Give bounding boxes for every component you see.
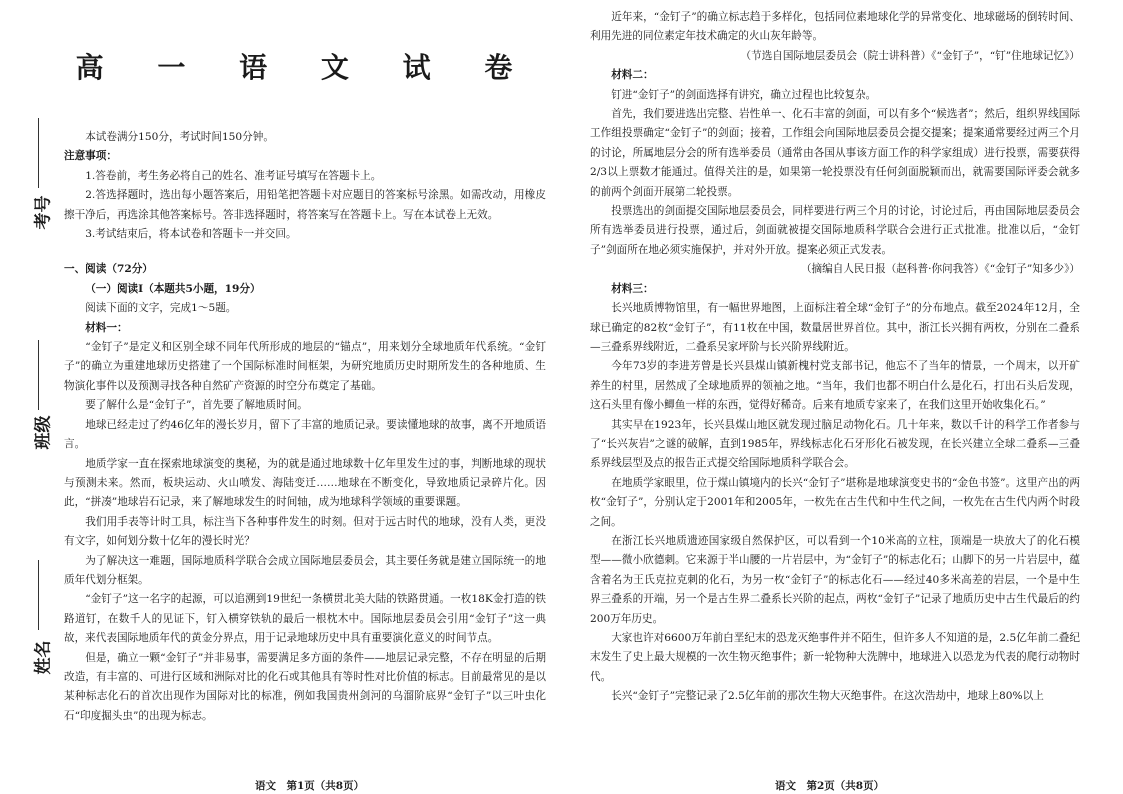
paragraph: 钉进“金钉子”的剑面选择有讲究，确立过程也比较复杂。: [611, 88, 877, 101]
footer-left: 语文 第1页（共8页）: [255, 780, 365, 792]
material-1-label: 材料一：: [85, 321, 128, 334]
paragraph: 其实早在1923年，长兴县煤山地区就发现过脑足动物化石。几十年来，数以千计的科学工作者参与了“长兴灰岩”之谜的破解，直到1985年，界线标志化石牙形化石被发现，在长兴建立全球二叠系—三叠系界线层型及点的报告正式提交给国际地质科学联合会。: [590, 418, 1080, 470]
right-page: [590, 8, 1080, 707]
page-title: 高 一 语 文 试 卷: [75, 51, 535, 84]
paragraph: 要了解什么是“金钉子”，首先要了解地质时间。: [85, 399, 308, 412]
paragraph: 近年来，“金钉子”的确立标志趋于多样化，包括同位素地球化学的异常变化、地球磁场的倒转时间、利用先进的同位素定年技术确定的火山灰年龄等。: [590, 11, 1080, 43]
xingming-label: 姓名: [33, 640, 54, 675]
paragraph: “金钉子”这一名字的起源，可以追溯到19世纪一条横贯北美大陆的铁路贯通。一枚18K金打造的铁路道钉，在数千人的见证下，钉入横穿铁轨的最后一根枕木中。国际地层委员会引用“金钉子”这一典故，来代表国际地质年代的黄金分界点，用于记录地球历史中具有重要演化意义的时间节点。: [64, 593, 546, 645]
kaohao-line: [38, 118, 39, 188]
score-line: 本试卷满分150分，考试时间150分钟。: [85, 131, 274, 143]
note-3: 3.考试结束后，将本试卷和答题卡一并交回。: [85, 228, 297, 241]
kaohao-label: 考号: [33, 195, 54, 230]
paragraph: 但是，确立一颗“金钉子”并非易事，需要满足多方面的条件——地层记录完整，不存在明显的后期改造，有丰富的、可进行区域和洲际对比的化石或其他具有等时性对比价值的标志。目前最常见的是以某种标志化石的首次出现作为国际对比的标准，例如我国贵州剑河的乌溜阶底界“金钉子”以三叶虫化石“印度掘头虫”的出现为标志。: [64, 651, 546, 722]
section-heading: 一、阅读（72分）: [64, 263, 153, 276]
note-2: 2.答选择题时，选出每小题答案后，用铅笔把答题卡对应题目的答案标号涂黑。如需改动，用橡皮擦干净后，再选涂其他答案标号。答非选择题时，将答案写在答题卡上。写在本试卷上无效。: [64, 189, 546, 221]
paragraph: 地球已经走过了约46亿年的漫长岁月，留下了丰富的地质记录。要读懂地球的故事，离不开地质语言。: [64, 418, 546, 451]
left-page: [64, 0, 546, 726]
source-citation: （摘编自人民日报（赵科普·你问我答）《“金钉子”知多少》）: [800, 263, 1080, 276]
note-1: 1.答卷前，考生务必将自己的姓名、准考证号填写在答题卡上。: [85, 169, 382, 182]
banji-label: 班级: [33, 415, 54, 450]
footer-right: 语文 第2页（共8页）: [775, 780, 885, 792]
paragraph: 在地质学家眼里，位于煤山镇境内的长兴“金钉子”堪称是地球演变史书的“金色书签”。这里产出的两枚“金钉子”，分别认定于2001年和2005年，一枚先在古生代和中生代之间，一枚先在古生代内两个时段之间。: [590, 476, 1080, 528]
paragraph: 今年73岁的李进芳曾是长兴县煤山镇新槐村党支部书记，他忘不了当年的情景，一个周末，以开矿养生的村里，居然成了全球地质界的领袖之地。“当年，我们也都不明白什么是化石，打出石头后发现，这石头里有像小鲫鱼一样的东西，觉得好稀奇。后来有地质专家来了，在我们这里开始收集化石。”: [590, 360, 1080, 412]
subsection-heading: （一）阅读Ⅰ（本题共5小题，19分）: [85, 282, 261, 295]
paragraph: 为了解决这一难题，国际地质科学联合会成立国际地层委员会，其主要任务就是建立国际统一的地质年代划分框架。: [64, 554, 546, 586]
xingming-line: [38, 560, 39, 630]
paragraph: 长兴地质博物馆里，有一幅世界地图，上面标注着全球“金钉子”的分布地点。截至2024年12月，全球已确定的82枚“金钉子”，有11枚在中国，数量居世界首位。其中，浙江长兴拥有两枚，分别在二叠系—三叠系界线附近，二叠系吴家坪阶与长兴阶界线附近。: [590, 302, 1080, 353]
notes-heading: 注意事项：: [64, 150, 117, 163]
paragraph: 在浙江长兴地质遗迹国家级自然保护区，可以看到一个10米高的立柱，顶端是一块放大了的化石模型——微小欣德刺。它来源于半山腰的一片岩层中，为“金钉子”的标志化石；山脚下的另一片岩层中，蕴含着名为王氏克拉克刺的化石，为另一枚“金钉子”的标志化石——经过40多米高差的岩层，一个是中生界三叠系的开端，另一个是古生界二叠系长兴阶的起点，两枚“金钉子”记录了地质历史中古生代最后的约200万年历史。: [590, 534, 1080, 625]
banji-line: [38, 340, 39, 410]
paragraph: 长兴“金钉子”完整记录了2.5亿年前的那次生物大灭绝事件。在这次浩劫中，地球上80%以上: [611, 690, 1044, 703]
paragraph: 投票选出的剑面提交国际地层委员会，同样要进行两三个月的讨论，讨论过后，再由国际地层委员会所有选举委员进行投票，通过后，剑面就被提交国际地质科学联合会进行正式批准。批准以后，“金钉子”剑面所在地必须实施保护，并对外开放。提案必须正式发表。: [590, 205, 1080, 256]
material-2-label: 材料二：: [611, 69, 654, 82]
instruction: 阅读下面的文字，完成1～5题。: [85, 302, 237, 315]
paragraph: 地质学家一直在探索地球演变的奥秘，为的就是通过地球数十亿年里发生过的事，判断地球的现状与预测未来。然而，板块运动、火山喷发、海陆变迁……地球在不断变化，导致地质记录碎片化。因此，“拼凑”地球岩石记录，来了解地球发生的时间轴，成为地球科学领域的重要课题。: [64, 457, 546, 509]
paragraph: 大家也许对6600万年前白垩纪末的恐龙灭绝事件并不陌生，但许多人不知道的是，2.5亿年前二叠纪末发生了史上最大规模的一次生物灭绝事件；新一轮物种大洗牌中，地球进入以恐龙为代表的爬行动物时代。: [590, 632, 1080, 683]
paragraph: “金钉子”是定义和区别全球不同年代所形成的地层的“锚点”，用来划分全球地质年代系统。“金钉子”的确立为重建地球历史搭建了一个国际标准时间框架，为研究地质历史时期所发生的各种地质、生物演化事件以及预测寻找各种自然矿产资源的时空分布奠定了基础。: [64, 341, 546, 392]
material-3-label: 材料三：: [611, 282, 654, 295]
binding-margin: [0, 0, 60, 794]
paragraph: 首先，我们要进选出完整、岩性单一、化石丰富的剑面，可以有多个“候选者”；然后，组织界线国际工作组投票确定“金钉子”的剑面；接着，工作组会向国际地层委员会提交提案；提案通常要经过两三个月的讨论，所属地层分会的所有选举委员（通常由各国从事该方面工作的科学家组成）进行投票，需要获得2/3以上票数才能通过。值得关注的是，如果第一轮投票没有任何剑面脱颖而出，就需要国际评委会就多的前两个剑面开展第二轮投票。: [590, 108, 1080, 198]
source-citation: （节选自国际地层委员会（院士讲科普）《“金钉子”，“钉”住地球记忆》）: [740, 49, 1080, 62]
paragraph: 我们用手表等计时工具，标注当下各种事件发生的时刻。但对于远古时代的地球，没有人类，更没有文字，如何划分数十亿年的漫长时光？: [64, 515, 546, 548]
